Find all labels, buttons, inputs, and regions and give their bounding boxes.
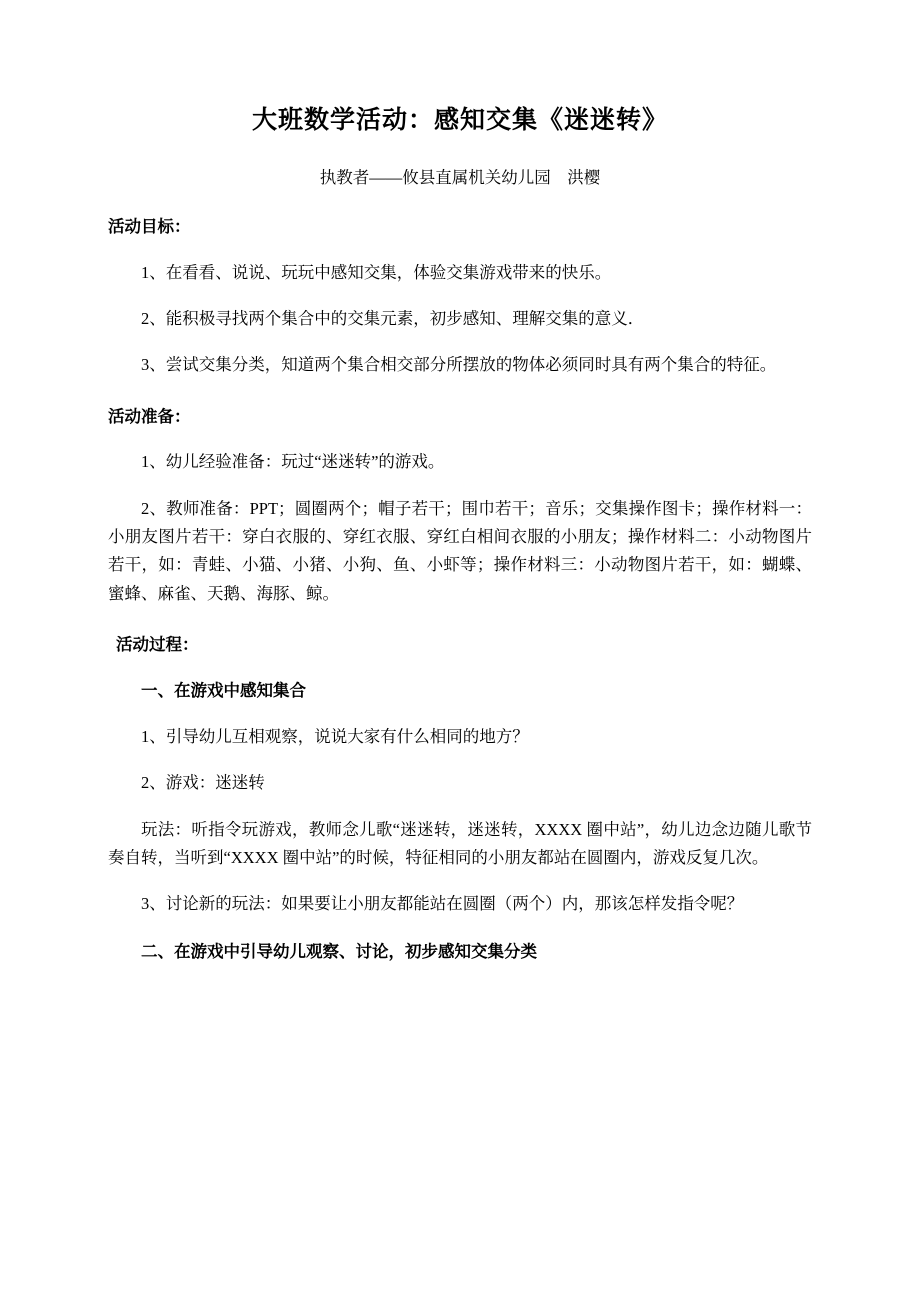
section-heading-process: 活动过程： [116,635,199,655]
process-one-gameplay: 玩法：听指令玩游戏，教师念儿歌“迷迷转，迷迷转，XXXX 圈中站”，幼儿边念边随儿歌节奏自转，当听到“XXXX 圈中站”的时候，特征相同的小朋友都站在圆圈内，游戏反复几次。 [108,819,812,867]
preparation-item-2: 2、教师准备：PPT；圆圈两个；帽子若干；围巾若干；音乐；交集操作图卡；操作材料一：小朋友图片若干：穿白衣服的、穿红衣服、穿红白相间衣服的小朋友；操作材料二：小动物图片若干，如：青蛙、小猫、小猪、小狗、鱼、小虾等；操作材料三：小动物图片若干，如：蝴蝶、蜜蜂、麻雀、天鹅、海豚、鲸。 [108,498,812,603]
subsection-heading-one: 一、在游戏中感知集合 [141,681,306,701]
section-heading-objectives: 活动目标： [108,217,191,237]
process-one-item-2: 2、游戏：迷迷转 [141,773,265,793]
document-subtitle: 执教者——攸县直属机关幼儿园 洪樱 [319,167,601,187]
preparation-item-1: 1、幼儿经验准备：玩过“迷迷转”的游戏。 [141,452,445,472]
objective-item-2: 2、能积极寻找两个集合中的交集元素，初步感知、理解交集的意义． [141,309,645,329]
objective-item-3: 3、尝试交集分类，知道两个集合相交部分所摆放的物体必须同时具有两个集合的特征。 [141,355,777,375]
page-title: 大班数学活动：感知交集《迷迷转》 [251,107,668,134]
process-one-item-1: 1、引导幼儿互相观察，说说大家有什么相同的地方？ [141,726,529,746]
objective-item-1: 1、在看看、说说、玩玩中感知交集，体验交集游戏带来的快乐。 [141,262,612,282]
section-heading-preparation: 活动准备： [108,406,191,426]
process-one-item-3: 3、讨论新的玩法：如果要让小朋友都能站在圆圈（两个）内，那该怎样发指令呢？ [141,894,744,914]
subsection-heading-two: 二、在游戏中引导幼儿观察、讨论，初步感知交集分类 [141,941,537,961]
